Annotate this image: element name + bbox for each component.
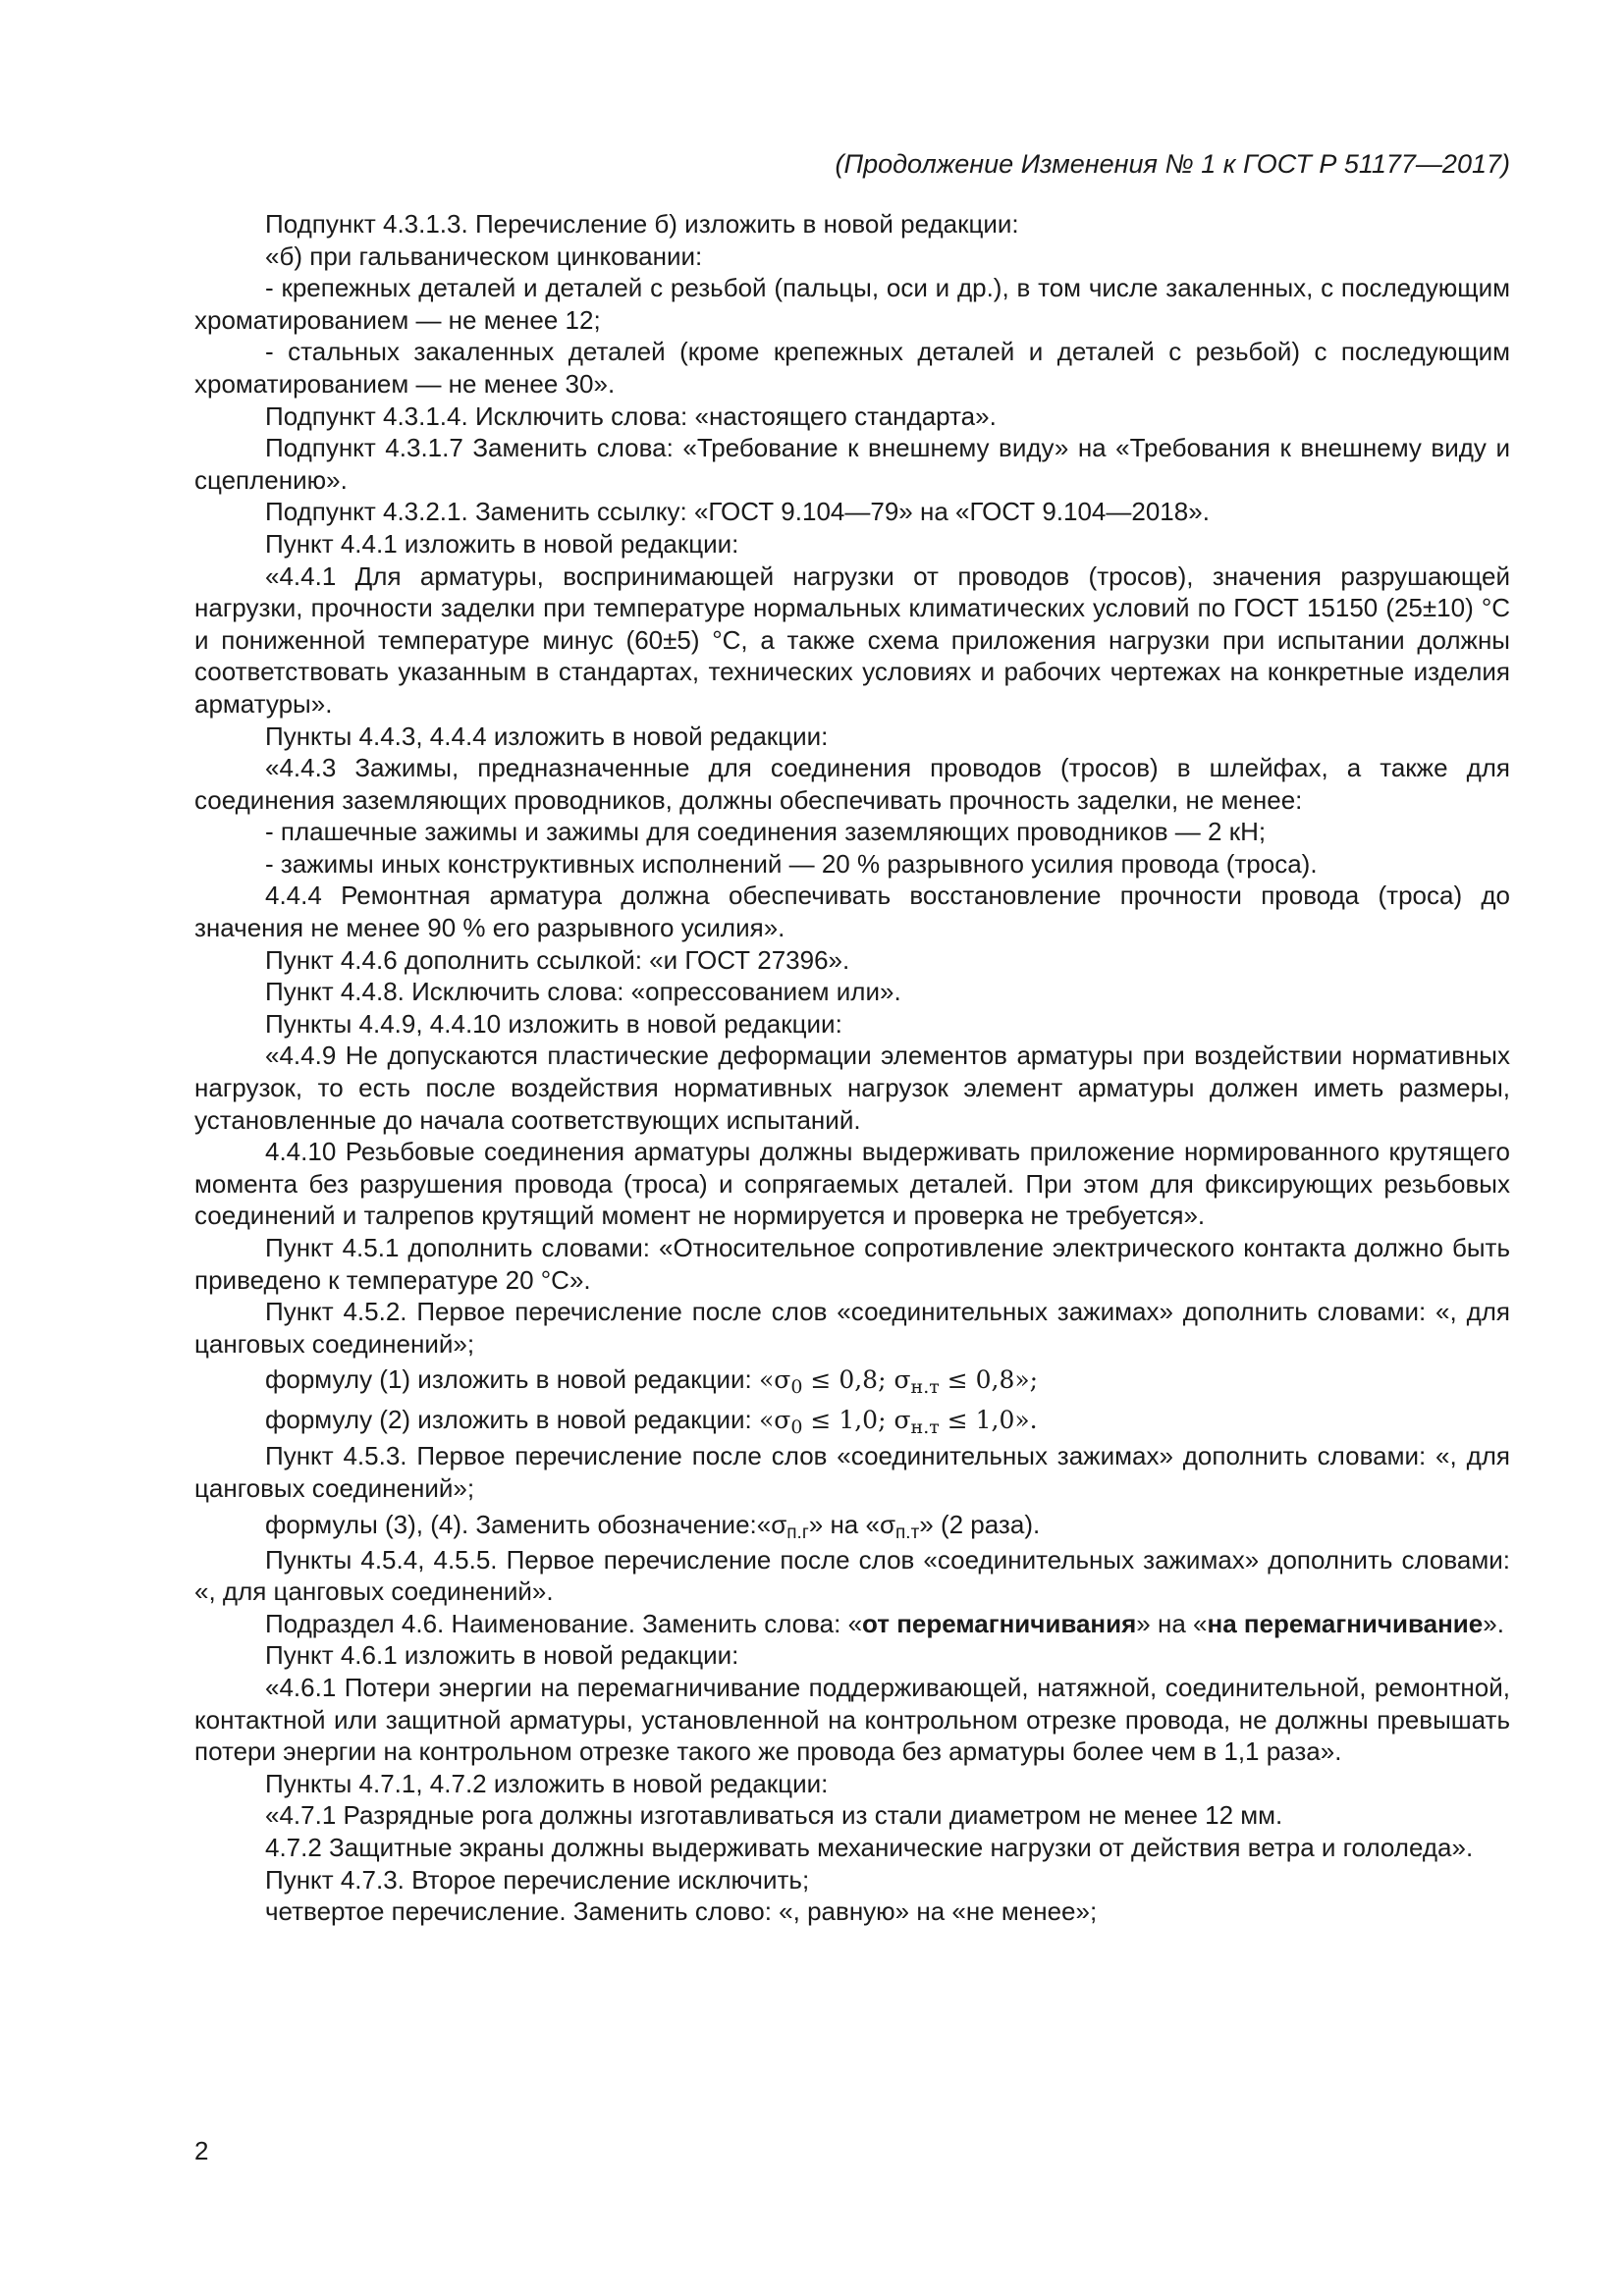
paragraph: «4.4.3 Зажимы, предназначенные для соединения проводов (тросов) в шлейфах, а также для соединения заземляющих проводников, должны обеспечивать прочность заделки, не менее: (194, 753, 1510, 815)
paragraph: Пункт 4.4.8. Исключить слова: «опрессованием или». (265, 977, 901, 1007)
paragraph: Пункт 4.4.1 изложить в новой редакции: (265, 528, 739, 559)
paragraph: 4.4.10 Резьбовые соединения арматуры должны выдерживать приложение нормированного крутящего момента без разрушения провода (троса) и сопрягаемых деталей. При этом для фиксирующих резьбовых соединений и талрепов крутящий момент не нормируется и проверка не требуется». (194, 1137, 1510, 1231)
formula-lead: формулу (1) изложить в новой редакции: (265, 1364, 760, 1395)
paragraph: 4.4.4 Ремонтная арматура должна обеспечивать восстановление прочности провода (троса) до значения не менее 90 % его разрывного усилия». (194, 881, 1510, 943)
paragraph: 4.7.2 Защитные экраны должны выдерживать механические нагрузки от действия ветра и гололеда». (265, 1832, 1474, 1862)
continuation-header: (Продолжение Изменения № 1 к ГОСТ Р 51177—2017) (835, 149, 1510, 179)
paragraph: Пункт 4.5.1 дополнить словами: «Относительное сопротивление электрического контакта должно быть приведено к температуре 20 °С». (194, 1233, 1510, 1295)
paragraph: Пункты 4.7.1, 4.7.2 изложить в новой редакции: (265, 1768, 829, 1798)
paragraph: Пункт 4.5.3. Первое перечисление после слов «соединительных зажимах» дополнить словами: «, для цанговых соединений»; (194, 1441, 1510, 1503)
bold-new-term: на перемагничивание (1207, 1608, 1484, 1638)
paragraph: четвертое перечисление. Заменить слово: «, равную» на «не менее»; (265, 1896, 1098, 1927)
paragraph: Подпункт 4.3.1.3. Перечисление б) изложить в новой редакции: (265, 209, 1019, 239)
paragraph: Пункт 4.7.3. Второе перечисление исключить; (265, 1864, 810, 1895)
formula-1-line (194, 1360, 1510, 1400)
paragraph: Пункты 4.4.3, 4.4.4 изложить в новой редакции: (265, 721, 829, 751)
formula-lead: формулу (2) изложить в новой редакции: (265, 1405, 760, 1435)
paragraph: Подпункт 4.3.1.7 Заменить слова: «Требование к внешнему виду» на «Требования к внешнему виду и сцеплению». (194, 433, 1510, 495)
paragraph: «4.4.9 Не допускаются пластические деформации элементов арматуры при воздействии нормативных нагрузок, то есть после воздействия нормативных нагрузок элемент арматуры должен иметь размеры, установленные до начала соответствующих испытаний. (194, 1041, 1510, 1135)
paragraph: - стальных закаленных деталей (кроме крепежных деталей и деталей с резьбой) с последующим хроматированием — не менее 30». (194, 337, 1510, 399)
formula-2: «$\sigma_0 \le 1,0$; $\sigma_{н.т} \le 1,0$». (759, 1406, 1038, 1439)
paragraph: Пункт 4.6.1 изложить в новой редакции: (265, 1640, 739, 1671)
paragraph: - зажимы иных конструктивных исполнений — 20 % разрывного усилия провода (троса). (265, 848, 1318, 879)
paragraph: «4.6.1 Потери энергии на перемагничивание поддерживающей, натяжной, соединительной, ремонтной, контактной или защитной арматуры, установленной на контрольном отрезке провода, не должны превышать потери энергии на контрольном отрезке такого же провода без арматуры более чем в 1,1 раза». (194, 1672, 1510, 1767)
paragraph: Подпункт 4.3.2.1. Заменить ссылку: «ГОСТ 9.104—79» на «ГОСТ 9.104—2018». (265, 497, 1210, 527)
paragraph: «4.7.1 Разрядные рога должны изготавливаться из стали диаметром не менее 12 мм. (265, 1800, 1283, 1831)
page-number: 2 (194, 2136, 209, 2165)
paragraph: Пункты 4.5.4, 4.5.5. Первое перечисление после слов «соединительных зажимах» дополнить словами: «, для цанговых соединений». (194, 1544, 1510, 1607)
paragraph: «4.4.1 Для арматуры, воспринимающей нагрузки от проводов (тросов), значения разрушающей нагрузки, прочности заделки при температуре нормальных климатических условий по ГОСТ 15150 (25±10) °С и пониженной температуре минус (60±5) °С, а также схема приложения нагрузки при испытании должны соответствовать указанным в стандартах, технических условиях и рабочих чертежах на конкретные изделия арматуры». (194, 561, 1510, 719)
formula-3-line: формулы (3), (4). Заменить $обозначение:«\sigma_{п.г}$» на «$\sigma_{п.т}$» (2 раза). (265, 1509, 1041, 1543)
paragraph: - крепежных деталей и деталей с резьбой (пальцы, оси и др.), в том числе закаленных, с последующим хроматированием — не менее 12; (194, 273, 1510, 335)
paragraph: Пункты 4.4.9, 4.4.10 изложить в новой редакции: (265, 1008, 842, 1039)
bold-old-term: от перемагничивания (862, 1608, 1137, 1638)
paragraph: «б) при гальваническом цинковании: (265, 240, 703, 271)
paragraph: - плашечные зажимы и зажимы для соединения заземляющих проводников — 2 кН; (265, 817, 1267, 847)
paragraph: Пункт 4.5.2. Первое перечисление после слов «соединительных зажимах» дополнить словами: «, для цанговых соединений»; (194, 1297, 1510, 1359)
document-body (194, 208, 1510, 1928)
formula-2-line (194, 1400, 1510, 1440)
paragraph: Пункт 4.4.6 дополнить ссылкой: «и ГОСТ 27396». (265, 944, 850, 975)
formula-1: «$\sigma_0 \le 0,8$; $\sigma_{н.т} \le 0,8$»; (759, 1365, 1039, 1399)
paragraph: Подпункт 4.3.1.4. Исключить слова: «настоящего стандарта». (265, 400, 997, 431)
paragraph-4-6: Подраздел 4.6. Наименование. Заменить слова: «от перемагничивания» на «на перемагничивание». (265, 1608, 1504, 1638)
